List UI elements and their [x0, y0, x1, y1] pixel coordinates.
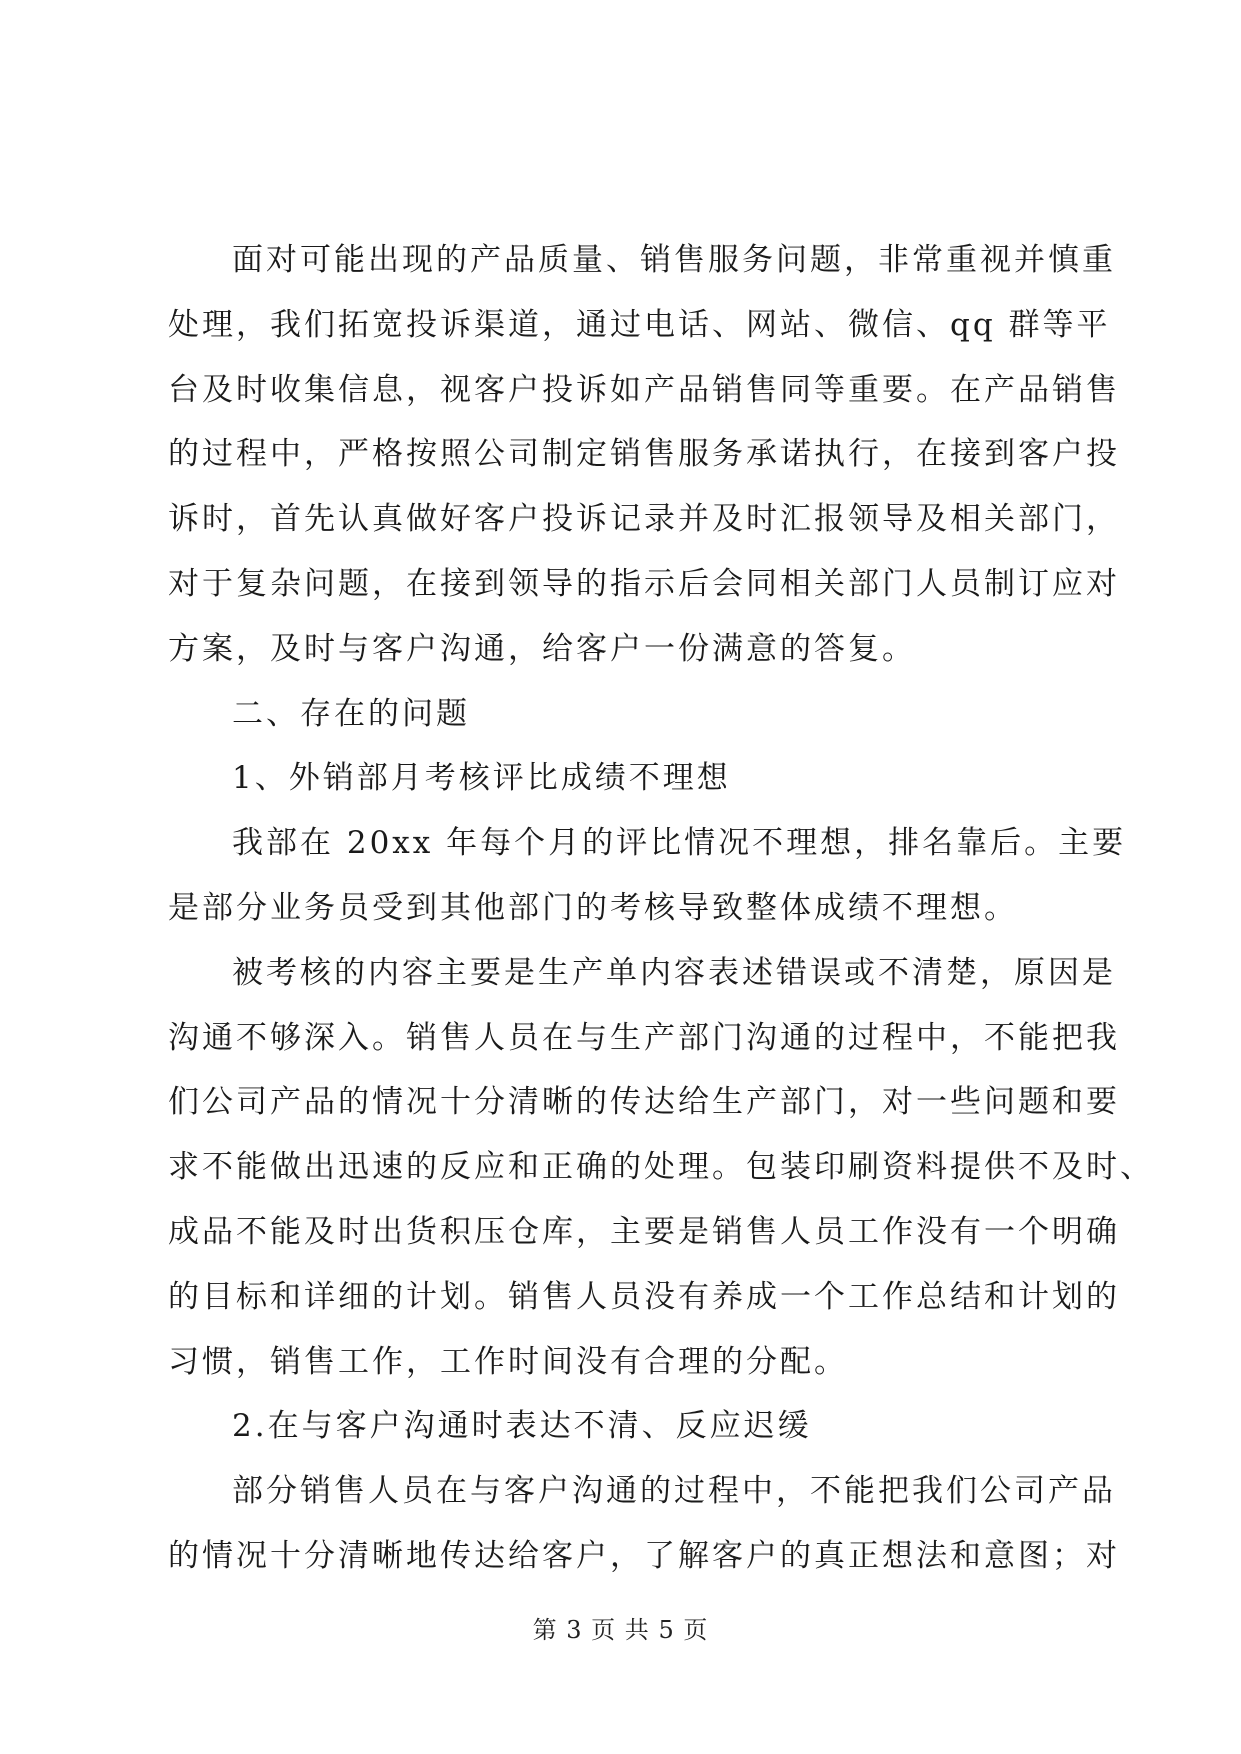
text-line: 处理，我们拓宽投诉渠道，通过电话、网站、微信、qq 群等平 [168, 306, 1111, 343]
text-line: 方案，及时与客户沟通，给客户一份满意的答复。 [168, 630, 916, 667]
text-line: 是部分业务员受到其他部门的考核导致整体成绩不理想。 [168, 889, 1018, 926]
text-line: 沟通不够深入。销售人员在与生产部门沟通的过程中，不能把我 [168, 1019, 1120, 1056]
text-line: 对于复杂问题，在接到领导的指示后会同相关部门人员制订应对 [168, 565, 1120, 602]
text-line: 求不能做出迅速的反应和正确的处理。包装印刷资料提供不及时、 [168, 1149, 1154, 1186]
text-line: 台及时收集信息，视客户投诉如产品销售同等重要。在产品销售 [168, 371, 1120, 408]
text-line: 1、外销部月考核评比成绩不理想 [232, 760, 731, 797]
document-body [168, 228, 1154, 1589]
text-line: 面对可能出现的产品质量、销售服务问题，非常重视并慎重 [232, 242, 1116, 278]
text-line: 的情况十分清晰地传达给客户，了解客户的真正想法和意图；对 [168, 1537, 1120, 1574]
text-line: 二、存在的问题 [232, 695, 470, 732]
text-line: 我部在 20xx 年每个月的评比情况不理想，排名靠后。主要 [232, 825, 1127, 862]
text-line: 的过程中，严格按照公司制定销售服务承诺执行，在接到客户投 [168, 436, 1120, 473]
text-line: 的目标和详细的计划。销售人员没有养成一个工作总结和计划的 [168, 1278, 1120, 1315]
text-line: 习惯，销售工作，工作时间没有合理的分配。 [168, 1343, 848, 1380]
page-footer: 第 3 页 共 5 页 [532, 1616, 709, 1644]
text-line: 们公司产品的情况十分清晰的传达给生产部门，对一些问题和要 [168, 1084, 1120, 1121]
text-line: 部分销售人员在与客户沟通的过程中，不能把我们公司产品 [232, 1473, 1116, 1510]
text-line: 成品不能及时出货积压仓库，主要是销售人员工作没有一个明确 [168, 1213, 1120, 1250]
text-line: 2.在与客户沟通时表达不清、反应迟缓 [232, 1408, 812, 1445]
text-line: 诉时，首先认真做好客户投诉记录并及时汇报领导及相关部门， [168, 501, 1120, 538]
text-line: 被考核的内容主要是生产单内容表述错误或不清楚，原因是 [232, 954, 1116, 991]
